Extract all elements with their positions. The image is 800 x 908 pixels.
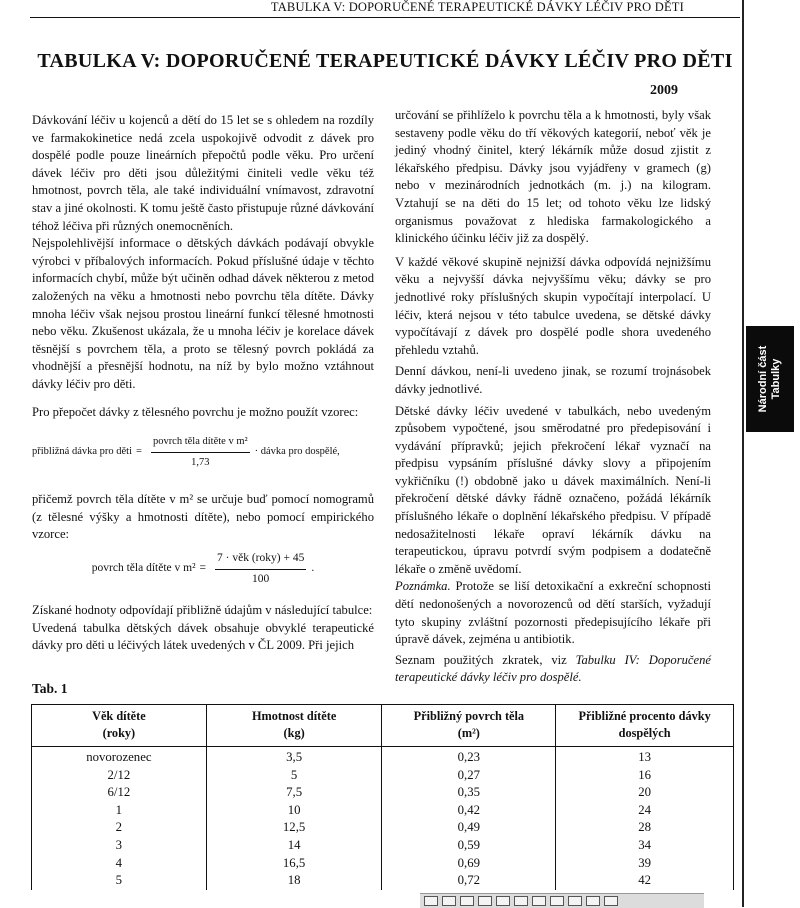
dose-table: [31, 704, 734, 890]
formula-equals: =: [136, 446, 142, 458]
year-label: 2009: [650, 83, 678, 98]
cell: 39: [556, 855, 734, 873]
cell: 34: [556, 837, 734, 855]
paragraph: Získané hodnoty odpovídají přibližně údajům v následující tabulce:: [32, 603, 373, 618]
cell: 18: [206, 872, 382, 890]
reference-text: Seznam použitých zkratek, viz: [395, 652, 576, 667]
cell: 16: [556, 767, 734, 785]
formula-fraction: [151, 433, 250, 471]
grid-icon[interactable]: [496, 896, 510, 906]
up-arrow-icon[interactable]: [460, 896, 474, 906]
paragraph: Nejspolehlivější informace o dětských dávkách podávají obvykle výrobci v příbalových informacích. Pokud příslušné údaje v těchto informacích chybí, může být učiněn odhad dávek některou z metod založených na věku a hmotnosti nebo povrchu těla dítěte. Dávky mnoha léčiv však nejsou prostou lineární funkcí tělesné hmotnosti nebo věku. Zkušenost ukázala, že u mnoha léčiv je korelace dávek těsnější s povrchem těla, a proto se tělesný povrch pokládá za vhodnější a přesnější hodnotu, na níž by bylo možno vztáhnout dávky léčiv pro děti.: [32, 236, 374, 391]
cell: 14: [206, 837, 382, 855]
cell: 5: [32, 872, 207, 890]
cell: 0,59: [382, 837, 556, 855]
table-row: [32, 872, 734, 890]
table-row: [32, 784, 734, 802]
cell: 10: [206, 802, 382, 820]
column-header-age: [32, 705, 207, 747]
square-icon[interactable]: [550, 896, 564, 906]
cell: 13: [556, 747, 734, 767]
header-line2: (m²): [457, 726, 480, 740]
formula-denominator: 1,73: [191, 456, 210, 468]
cell: 28: [556, 819, 734, 837]
right-column: [395, 107, 711, 687]
table-row: [32, 767, 734, 785]
header-line1: Hmotnost dítěte: [251, 709, 337, 723]
section-tab[interactable]: [746, 326, 794, 432]
cell: 7,5: [206, 784, 382, 802]
running-header: TABULKA V: DOPORUČENÉ TERAPEUTICKÉ DÁVKY LÉČIV PRO DĚTI: [270, 0, 684, 14]
column-header-weight: [206, 705, 382, 747]
table-row: [32, 837, 734, 855]
cell: 0,49: [382, 819, 556, 837]
cell: 5: [206, 767, 382, 785]
formula-rhs: · dávka pro dospělé,: [254, 446, 340, 458]
cell: 2: [32, 819, 207, 837]
header-line2: (kg): [283, 726, 305, 740]
cell: 16,5: [206, 855, 382, 873]
cell: 24: [556, 802, 734, 820]
page-margin-strip: [742, 0, 800, 907]
header-line1: Přibližný povrch těla: [413, 709, 525, 723]
list-icon[interactable]: [478, 896, 492, 906]
zoom-out-icon[interactable]: [568, 896, 582, 906]
column-header-surface: [382, 705, 556, 747]
cell: 42: [556, 872, 734, 890]
cell: 0,27: [382, 767, 556, 785]
cell: 0,42: [382, 802, 556, 820]
page-icon[interactable]: [442, 896, 456, 906]
cell: 0,23: [382, 747, 556, 767]
formula-numerator: povrch těla dítěte v m²: [151, 433, 250, 453]
paragraph: Uvedená tabulka dětských dávek obsahuje obvyklé terapeutické dávky pro děti u léčivých látek uvedených v ČL 2009. Při jejich: [32, 620, 374, 653]
page-title: TABULKA V: DOPORUČENÉ TERAPEUTICKÉ DÁVKY LÉČIV PRO DĚTI: [37, 50, 733, 72]
paragraph: Denní dávkou, není-li uvedeno jinak, se rozumí trojnásobek dávky jednotlivé.: [395, 364, 711, 396]
formula-fraction: [215, 550, 306, 588]
double-page-icon[interactable]: [532, 896, 546, 906]
cell: novorozenec: [32, 747, 207, 767]
zoom-in-icon[interactable]: [586, 896, 600, 906]
cell: 2/12: [32, 767, 207, 785]
section-tab-line2: Tabulky: [770, 358, 782, 400]
cell: 12,5: [206, 819, 382, 837]
header-line2: (roky): [102, 726, 136, 740]
zoom-icon[interactable]: [604, 896, 618, 906]
cell: 3,5: [206, 747, 382, 767]
cell: 0,69: [382, 855, 556, 873]
formula-denominator: 100: [252, 572, 270, 585]
table-row: [32, 819, 734, 837]
bsa-empirical-formula: [32, 550, 374, 588]
table-row: [32, 855, 734, 873]
paragraph: Dětské dávky léčiv uvedené v tabulkách, nebo uvedeným způsobem vypočtené, jsou směrodatné pro předepisování i vydávání přípravků; jejich překročení lékař vyznačí na předpisu vypsáním příslušné dávky slovy a připojením vykřičníku (!) obdobně jako u dávek maximálních. Není-li překročení dětské dávky řádně označeno, požádá lékárník příslušného lékaře o doplnění lékařského předpisu. V případě nedosažitelnosti lékaře opraví lékárník dávku na terapeutickou, úpravu potvrdí svým podpisem a dodatečně lékaře o změně uvědomí.: [395, 403, 711, 576]
formula-equals: =: [199, 562, 207, 575]
cell: 20: [556, 784, 734, 802]
formula-end: .: [311, 562, 315, 575]
bsa-dose-formula: [32, 433, 374, 471]
paragraph: Dávkování léčiv u kojenců a dětí do 15 let se s ohledem na rozdíly ve farmakokinetice nedá zcela uspokojivě odvodit z dávek pro dospělé podle pouze lineárních přepočtů podle věku. Pro určení dávek léčiv pro děti jsou důležitými činiteli vedle věku též hmotnost, povrch těla, ale také individuální vnímavost, zdravotní stav a jiné okolnosti. K tomu ještě často přistupuje různé dávkování téhož léčiva při různých onemocněních.: [32, 113, 374, 233]
viewer-toolbar: [420, 893, 704, 908]
note-text: Protože se liší detoxikační a exkreční schopnosti dětí nedonošených a novorozenců od dětí starších, vyžadují tyto skupiny zvláštní pozornosti předepisujícího lékaře při úpravě dávek, zejména u antibiotik.: [395, 579, 711, 647]
paragraph: V každé věkové skupině nejnižší dávka odpovídá nejnižšímu věku a nejvyšší dávka nejvyššímu věku; dávky se pro jednotlivé roky příslušných skupin vypočítají interpolací. U léčiv, která nejsou v této tabulce uvedena, se dětské dávky vypočítávají z dávek pro dospělé podle shora uvedeného přehledu vztahů.: [395, 254, 711, 357]
section-tab-line1: Národní část: [757, 345, 769, 413]
note-label: Poznámka.: [395, 579, 451, 594]
cell: 0,72: [382, 872, 556, 890]
table-header-row: [32, 705, 734, 747]
formula-lhs: povrch těla dítěte v m²: [91, 562, 196, 575]
paragraph: Pro přepočet dávky z tělesného povrchu je možno použít vzorec:: [32, 404, 359, 419]
cell: 1: [32, 802, 207, 820]
cell: 6/12: [32, 784, 207, 802]
section-tab-label: [757, 346, 783, 413]
column-header-percent: [556, 705, 734, 747]
cell: 0,35: [382, 784, 556, 802]
header-line1: Přibližné procento dávky: [578, 709, 711, 723]
reference-paragraph: [395, 652, 711, 687]
table-label: Tab. 1: [32, 681, 68, 696]
table-row: [32, 802, 734, 820]
formula-lhs: přibližná dávka pro děti: [32, 446, 133, 458]
cell: 3: [32, 837, 207, 855]
cell: 4: [32, 855, 207, 873]
reference-link[interactable]: Tabulku IV: Doporučené terapeutické dávky léčiv pro dospělé.: [395, 652, 711, 685]
print-icon[interactable]: [424, 896, 438, 906]
note-paragraph: [395, 578, 711, 648]
page-view-icon[interactable]: [514, 896, 528, 906]
left-column: [32, 112, 374, 655]
paragraph: určování se přihlíželo k povrchu těla a k hmotnosti, byly však sestaveny podle věku do tří věkových kategorií, neboť věk je jediný vhodný činitel, který lékárník může dosud zjistit z lékařského předpisu. Dávky jsou vyjádřeny v gramech (g) nebo v mezinárodních jednotkách (m. j.) na kilogram. Vztahují se na děti do 15 let; od tohoto věku lze lidský organismus považovat z hlediska farmakologického a klinického účinku léčiv již za dospělý.: [395, 108, 711, 246]
table-row: [32, 747, 734, 767]
paragraph: přičemž povrch těla dítěte v m² se určuje buď pomocí nomogramů (z tělesné výšky a hmotnosti dítěte), nebo pomocí empirického vzorce:: [32, 492, 374, 542]
formula-numerator: 7 · věk (roky) + 45: [215, 550, 306, 570]
header-line1: Věk dítěte: [92, 709, 146, 723]
header-rule: [30, 17, 740, 18]
header-line2: dospělých: [618, 726, 671, 740]
